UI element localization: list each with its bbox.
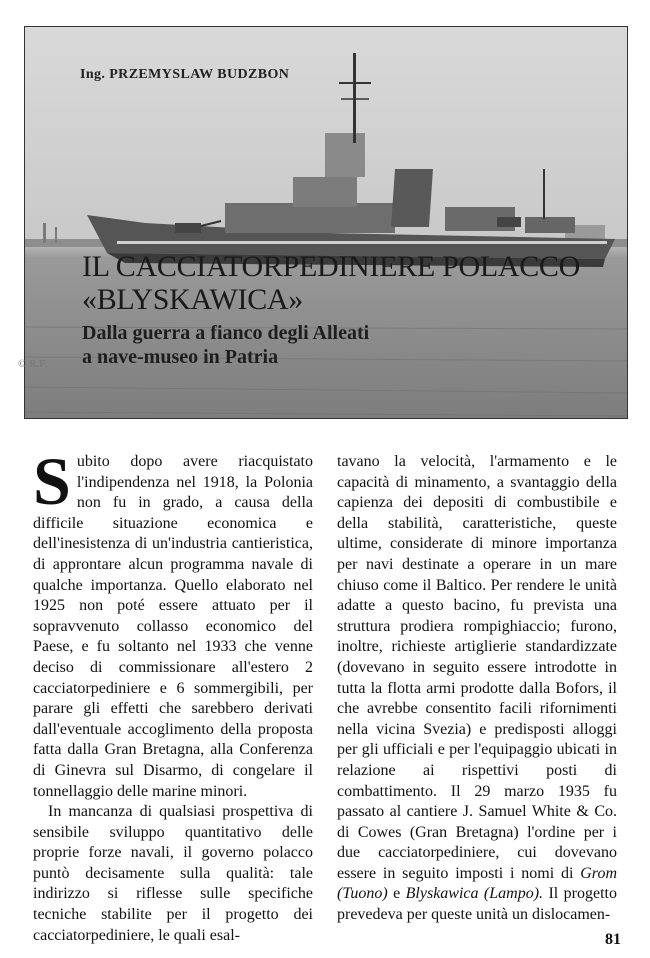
article-subtitle-line-1: Dalla guerra a fianco degli Alleati	[82, 322, 370, 344]
paragraph-text: e	[387, 885, 406, 903]
article-paragraph	[33, 443, 313, 802]
author-name: Ing. PRZEMYSLAW BUDZBON	[80, 67, 290, 82]
article-subtitle	[82, 321, 602, 369]
paragraph-text: ubito dopo avere riacquistato l'indipendenza nel 1918, la Polonia non fu in grado, a causa della difficile situazione economica e dell'inesistenza di un'industria cantieristica, di approntare alcun programma navale di qualche importanza. Quello elaborato nel 1925 non poté essere attuato per il sopravvenuto collasso economico del Paese, e fu soltanto nel 1933 che venne deciso di commissionare all'estero 2 cacciatorpediniere e 6 sommergibili, per parare gli effetti che sarebbero derivati dall'eventuale accoglimento della proposta fatta dalla Gran Bretagna, alla Conferenza di Ginevra sul Disarmo, di congelare il tonnellaggio delle marine minori.	[33, 453, 313, 800]
paragraph-text: Il progetto prevedeva per queste unità un dislocamen-	[337, 885, 617, 924]
article-title-line-2: «BLYSKAWICA»	[82, 283, 303, 316]
article-paragraph	[337, 452, 617, 926]
ship-name-grom: Grom (Tuono)	[337, 864, 617, 903]
paragraph-text: tavano la velocità, l'armamento e le capacità di minamento, a svantaggio della capienza dei depositi di combustibile e della stabilità, caratteristiche, queste ultime, considerate di minore importanza per navi destinate a operare in un mare chiuso come il Baltico. Per rendere le unità adatte a questo bacino, fu prevista una struttura prodiera rompighiaccio; furono, inoltre, richieste artiglierie standardizzate (dovevano in seguito essere introdotte in tutta la flotta armi prodotte dalla Bofors, il che avrebbe consentito facili rifornimenti nella vicina Svezia) e predisposti alloggi per gli ufficiali e per l'equipaggio ubicati in relazione ai rispettivi posti di combattimento. Il 29 marzo 1935 fu passato al cantiere J. Samuel White & Co. di Cowes (Gran Bretagna) l'ordine per i due cacciatorpediniere, cui dovevano essere in seguito imposti i nomi di	[337, 453, 617, 882]
article-subtitle-line-2: a nave-museo in Patria	[82, 346, 279, 368]
ship-name-blyskawica: Blyskawica (Lampo).	[405, 885, 544, 903]
article-title	[82, 250, 602, 316]
drop-cap: S	[33, 443, 71, 519]
article-column-left	[33, 443, 313, 946]
photo-credit-watermark: © R.F.	[18, 358, 48, 370]
article-column-right	[337, 452, 617, 926]
article-title-line-1: IL CACCIATORPEDINIERE POLACCO	[82, 250, 580, 283]
page-number: 81	[605, 931, 621, 948]
article-paragraph: In mancanza di qualsiasi prospettiva di sensibile sviluppo quantitativo delle proprie forze navali, il governo polacco puntò decisamente sulla qualità: tale indirizzo si riflesse sulle specifiche tecniche stabilite per il progetto dei cacciatorpediniere, le quali esal-	[33, 803, 313, 944]
